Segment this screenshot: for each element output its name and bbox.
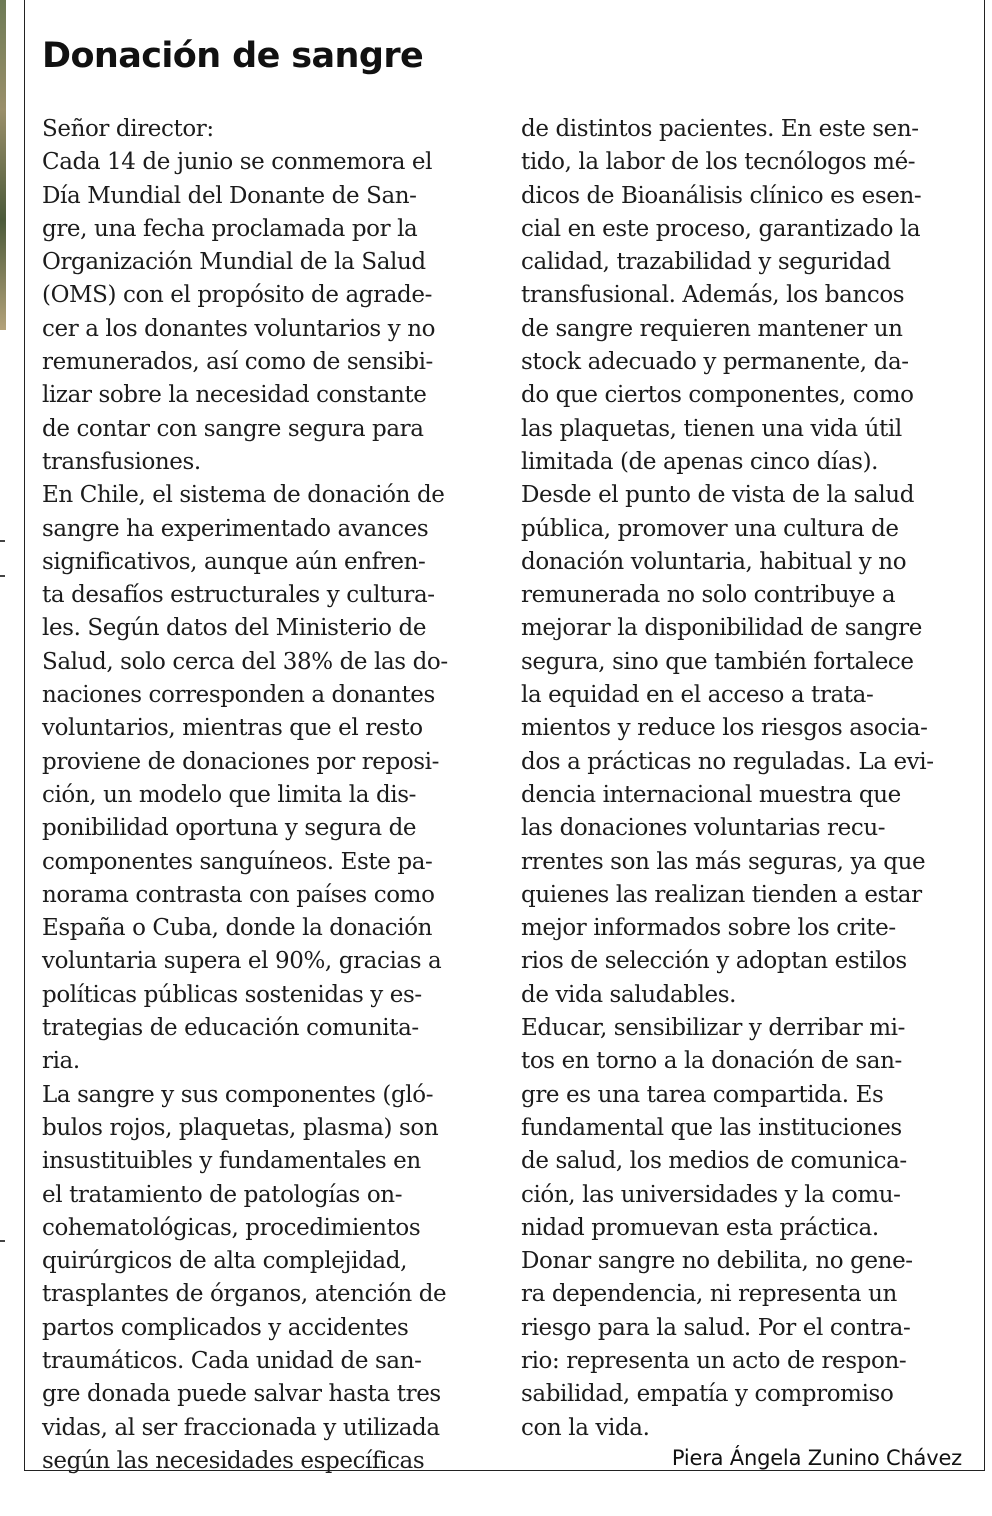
text-line: las donaciones voluntarias recu-: [521, 815, 886, 842]
text-line: España o Cuba, donde la donación: [42, 915, 433, 942]
text-line: ponibilidad oportuna y segura de: [42, 815, 417, 842]
text-line: traumáticos. Cada unidad de san-: [42, 1347, 422, 1374]
text-line: norama contrasta con países como: [42, 881, 435, 908]
margin-mark: [0, 575, 5, 577]
text-line: ción, las universidades y la comu-: [521, 1181, 901, 1208]
text-line: naciones corresponden a donantes: [42, 682, 435, 709]
text-line: ra dependencia, ni representa un: [521, 1281, 897, 1308]
margin-mark: [0, 540, 5, 542]
text-line: la equidad en el acceso a trata-: [521, 682, 874, 709]
adjacent-page-strip: [0, 0, 6, 330]
article-title: Donación de sangre: [42, 36, 424, 76]
text-line: Cada 14 de junio se conmemora el: [42, 149, 433, 176]
text-line: fundamental que las instituciones: [521, 1114, 902, 1141]
text-line: mejorar la disponibilidad de sangre: [521, 615, 922, 642]
text-line: bulos rojos, plaquetas, plasma) son: [42, 1114, 439, 1141]
text-line: stock adecuado y permanente, da-: [521, 349, 909, 376]
text-line: quienes las realizan tienden a estar: [521, 881, 922, 908]
text-line: La sangre y sus componentes (gló-: [42, 1081, 434, 1108]
text-line: políticas públicas sostenidas y es-: [42, 981, 422, 1008]
text-line: quirúrgicos de alta complejidad,: [42, 1248, 407, 1275]
text-line: las plaquetas, tienen una vida útil: [521, 415, 902, 442]
text-line: dencia internacional muestra que: [521, 781, 901, 808]
margin-mark: [0, 1240, 5, 1242]
text-line: partos complicados y accidentes: [42, 1314, 409, 1341]
text-line: tos en torno a la donación de san-: [521, 1048, 902, 1075]
text-line: voluntaria supera el 90%, gracias a: [42, 948, 442, 975]
text-line: limitada (de apenas cinco días).: [521, 448, 879, 475]
right-text-column: [521, 113, 969, 1445]
text-line: pública, promover una cultura de: [521, 515, 899, 542]
text-line: con la vida.: [521, 1414, 650, 1441]
text-line: rios de selección y adoptan estilos: [521, 948, 907, 975]
text-line: tido, la labor de los tecnólogos mé-: [521, 149, 916, 176]
text-line: Desde el punto de vista de la salud: [521, 482, 915, 509]
text-line: rrentes son las más seguras, ya que: [521, 848, 926, 875]
text-line: trategias de educación comunita-: [42, 1015, 419, 1042]
text-line: Señor director:: [42, 116, 214, 142]
text-line: de salud, los medios de comunica-: [521, 1148, 907, 1175]
text-line: sangre ha experimentado avances: [42, 515, 429, 542]
text-line: componentes sanguíneos. Este pa-: [42, 848, 433, 875]
text-line: transfusiones.: [42, 448, 201, 475]
right-frame-rule: [984, 0, 985, 1470]
text-line: Organización Mundial de la Salud: [42, 249, 426, 276]
text-line: rio: representa un acto de respon-: [521, 1347, 907, 1374]
text-line: mientos y reduce los riesgos asocia-: [521, 715, 928, 742]
text-line: Educar, sensibilizar y derribar mi-: [521, 1015, 905, 1042]
text-line: trasplantes de órganos, atención de: [42, 1281, 447, 1308]
text-line: transfusional. Además, los bancos: [521, 282, 905, 309]
text-line: gre donada puede salvar hasta tres: [42, 1381, 441, 1408]
left-text-column: [42, 113, 490, 1478]
text-line: de vida saludables.: [521, 981, 737, 1008]
text-line: En Chile, el sistema de donación de: [42, 482, 445, 509]
text-line: sabilidad, empatía y compromiso: [521, 1381, 894, 1408]
text-line: (OMS) con el propósito de agrade-: [42, 282, 432, 309]
text-line: donación voluntaria, habitual y no: [521, 548, 907, 575]
text-line: el tratamiento de patologías on-: [42, 1181, 403, 1208]
text-line: gre, una fecha proclamada por la: [42, 215, 418, 242]
text-line: significativos, aunque aún enfren-: [42, 548, 426, 575]
text-line: proviene de donaciones por reposi-: [42, 748, 440, 775]
text-line: insustituibles y fundamentales en: [42, 1148, 421, 1175]
text-line: remunerada no solo contribuye a: [521, 582, 896, 609]
text-line: do que ciertos componentes, como: [521, 382, 914, 409]
text-line: según las necesidades específicas: [42, 1447, 425, 1474]
text-line: les. Según datos del Ministerio de: [42, 615, 427, 642]
text-line: gre es una tarea compartida. Es: [521, 1081, 884, 1108]
text-line: de sangre requieren mantener un: [521, 315, 903, 342]
text-line: voluntarios, mientras que el resto: [42, 715, 423, 742]
text-line: ta desafíos estructurales y cultura-: [42, 582, 435, 609]
text-line: dos a prácticas no reguladas. La evi-: [521, 748, 934, 775]
text-line: riesgo para la salud. Por el contra-: [521, 1314, 911, 1341]
text-line: mejor informados sobre los crite-: [521, 915, 896, 942]
text-line: de distintos pacientes. En este sen-: [521, 116, 919, 142]
left-frame-rule: [24, 0, 25, 1470]
text-line: remunerados, así como de sensibi-: [42, 349, 433, 376]
text-line: lizar sobre la necesidad constante: [42, 382, 427, 409]
text-line: cial en este proceso, garantizado la: [521, 215, 921, 242]
author-signature: Piera Ángela Zunino Chávez: [671, 1446, 962, 1470]
text-line: nidad promuevan esta práctica.: [521, 1214, 879, 1241]
text-line: cer a los donantes voluntarios y no: [42, 315, 436, 342]
text-line: cohematológicas, procedimientos: [42, 1214, 421, 1241]
text-line: vidas, al ser fraccionada y utilizada: [42, 1414, 440, 1441]
text-line: ria.: [42, 1048, 80, 1075]
text-line: Donar sangre no debilita, no gene-: [521, 1248, 913, 1275]
text-line: calidad, trazabilidad y seguridad: [521, 249, 891, 276]
text-line: ción, un modelo que limita la dis-: [42, 781, 416, 808]
text-line: de contar con sangre segura para: [42, 415, 424, 442]
text-line: Salud, solo cerca del 38% de las do-: [42, 648, 448, 675]
text-line: dicos de Bioanálisis clínico es esen-: [521, 182, 922, 209]
text-line: segura, sino que también fortalece: [521, 648, 914, 675]
text-line: Día Mundial del Donante de San-: [42, 182, 417, 209]
